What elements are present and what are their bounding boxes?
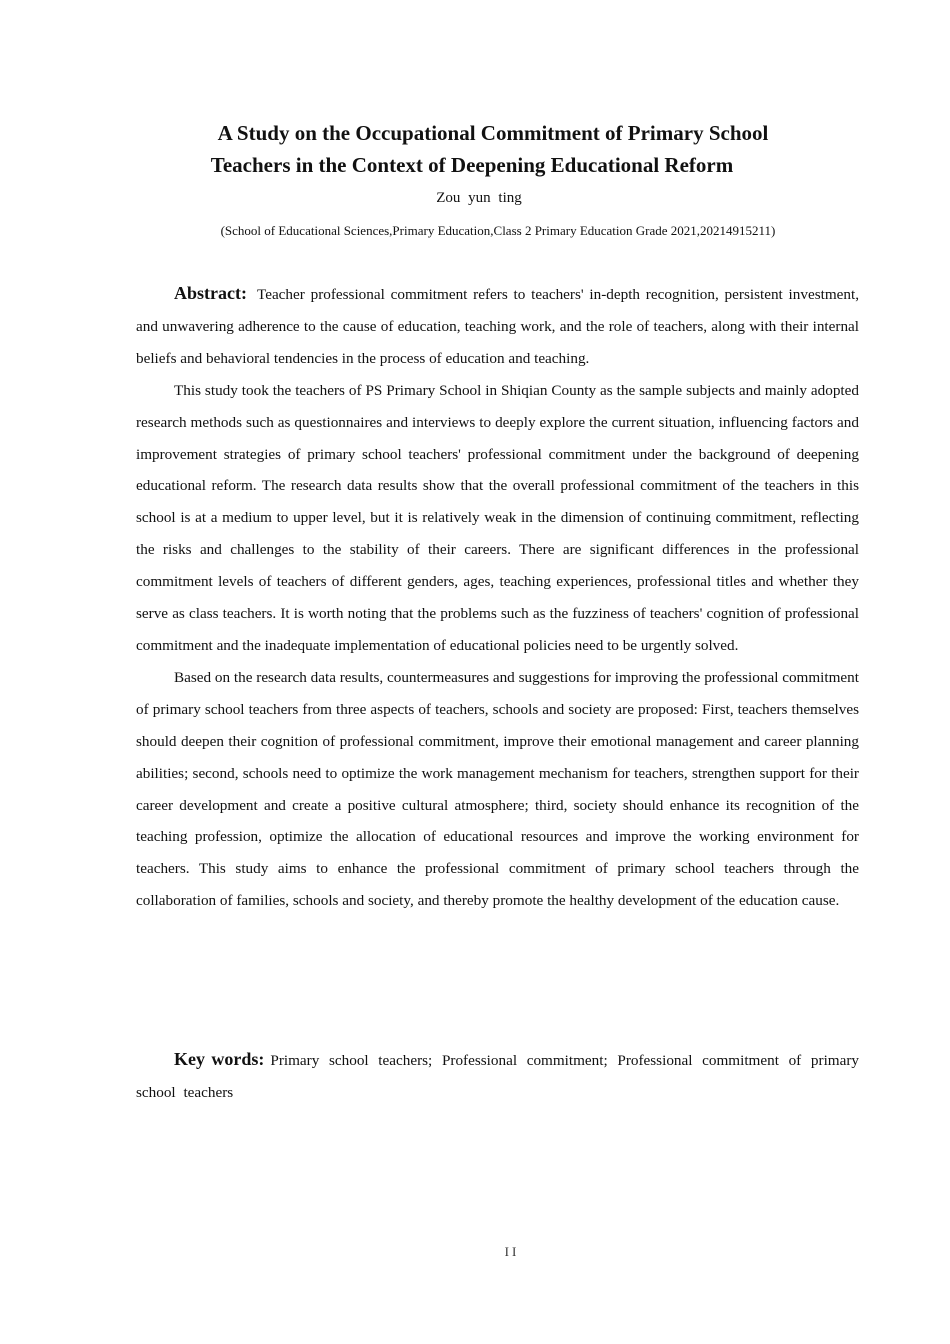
abstract-paragraph-2: This study took the teachers of PS Primary School in Shiqian County as the sample subjects and mainly adopted research methods such as questionnaires and interviews to deeply explore the current situation, influencing factors and improvement strategies of primary school teachers' professional commitment under the background of deepening educational reform. The research data results show that the overall professional commitment of the teachers in this school is at a medium to upper level, but it is relatively weak in the dimension of continuing commitment, reflecting the risks and challenges to the stability of their careers. There are significant differences in the professional commitment levels of teachers of different genders, ages, teaching experiences, professional titles and whether they serve as class teachers. It is worth noting that the problems such as the fuzziness of teachers' cognition of professional commitment and the inadequate implementation of educational policies need to be urgently solved. (136, 381, 859, 654)
page-number: II (504, 1244, 520, 1259)
author-name: Zou yun ting (436, 190, 522, 206)
abstract-label: Abstract: (174, 283, 247, 303)
abstract-section (136, 278, 859, 917)
paper-title (0, 117, 950, 181)
abstract-paragraph-3: Based on the research data results, countermeasures and suggestions for improving the professional commitment of primary school teachers from three aspects of teachers, schools and society are proposed: First, teachers themselves should deepen their cognition of professional commitment, improve their emotional management and career planning abilities; second, schools need to optimize the work management mechanism for teachers, strengthen support for their career development and create a positive cultural atmosphere; third, society should enhance its recognition of the teaching profession, optimize the allocation of educational resources and improve the working environment for teachers. This study aims to enhance the professional commitment of primary school teachers through the collaboration of families, schools and society, and thereby promote the healthy development of the education cause. (136, 668, 859, 910)
keywords-label: Key words: (174, 1049, 265, 1069)
abstract-paragraph-1-text: Teacher professional commitment refers to teachers' in-depth recognition, persistent investment, and unwavering adherence to the cause of education, teaching work, and the role of teachers, along with their internal beliefs and behavioral tendencies in the process of education and teaching. (136, 286, 859, 367)
abstract-paragraph-1 (136, 278, 859, 375)
keywords-section (136, 1044, 859, 1109)
paper-title-line-1: A Study on the Occupational Commitment of Primary School (217, 121, 769, 145)
author-affiliation: (School of Educational Sciences,Primary Education,Class 2 Primary Education Grade 2021,20214915211) (220, 223, 776, 238)
paper-title-line-2: Teachers in the Context of Deepening Educational Reform (210, 153, 734, 177)
keywords-text: Primary school teachers; Professional commitment; Professional commitment of primary school teachers (136, 1052, 859, 1101)
